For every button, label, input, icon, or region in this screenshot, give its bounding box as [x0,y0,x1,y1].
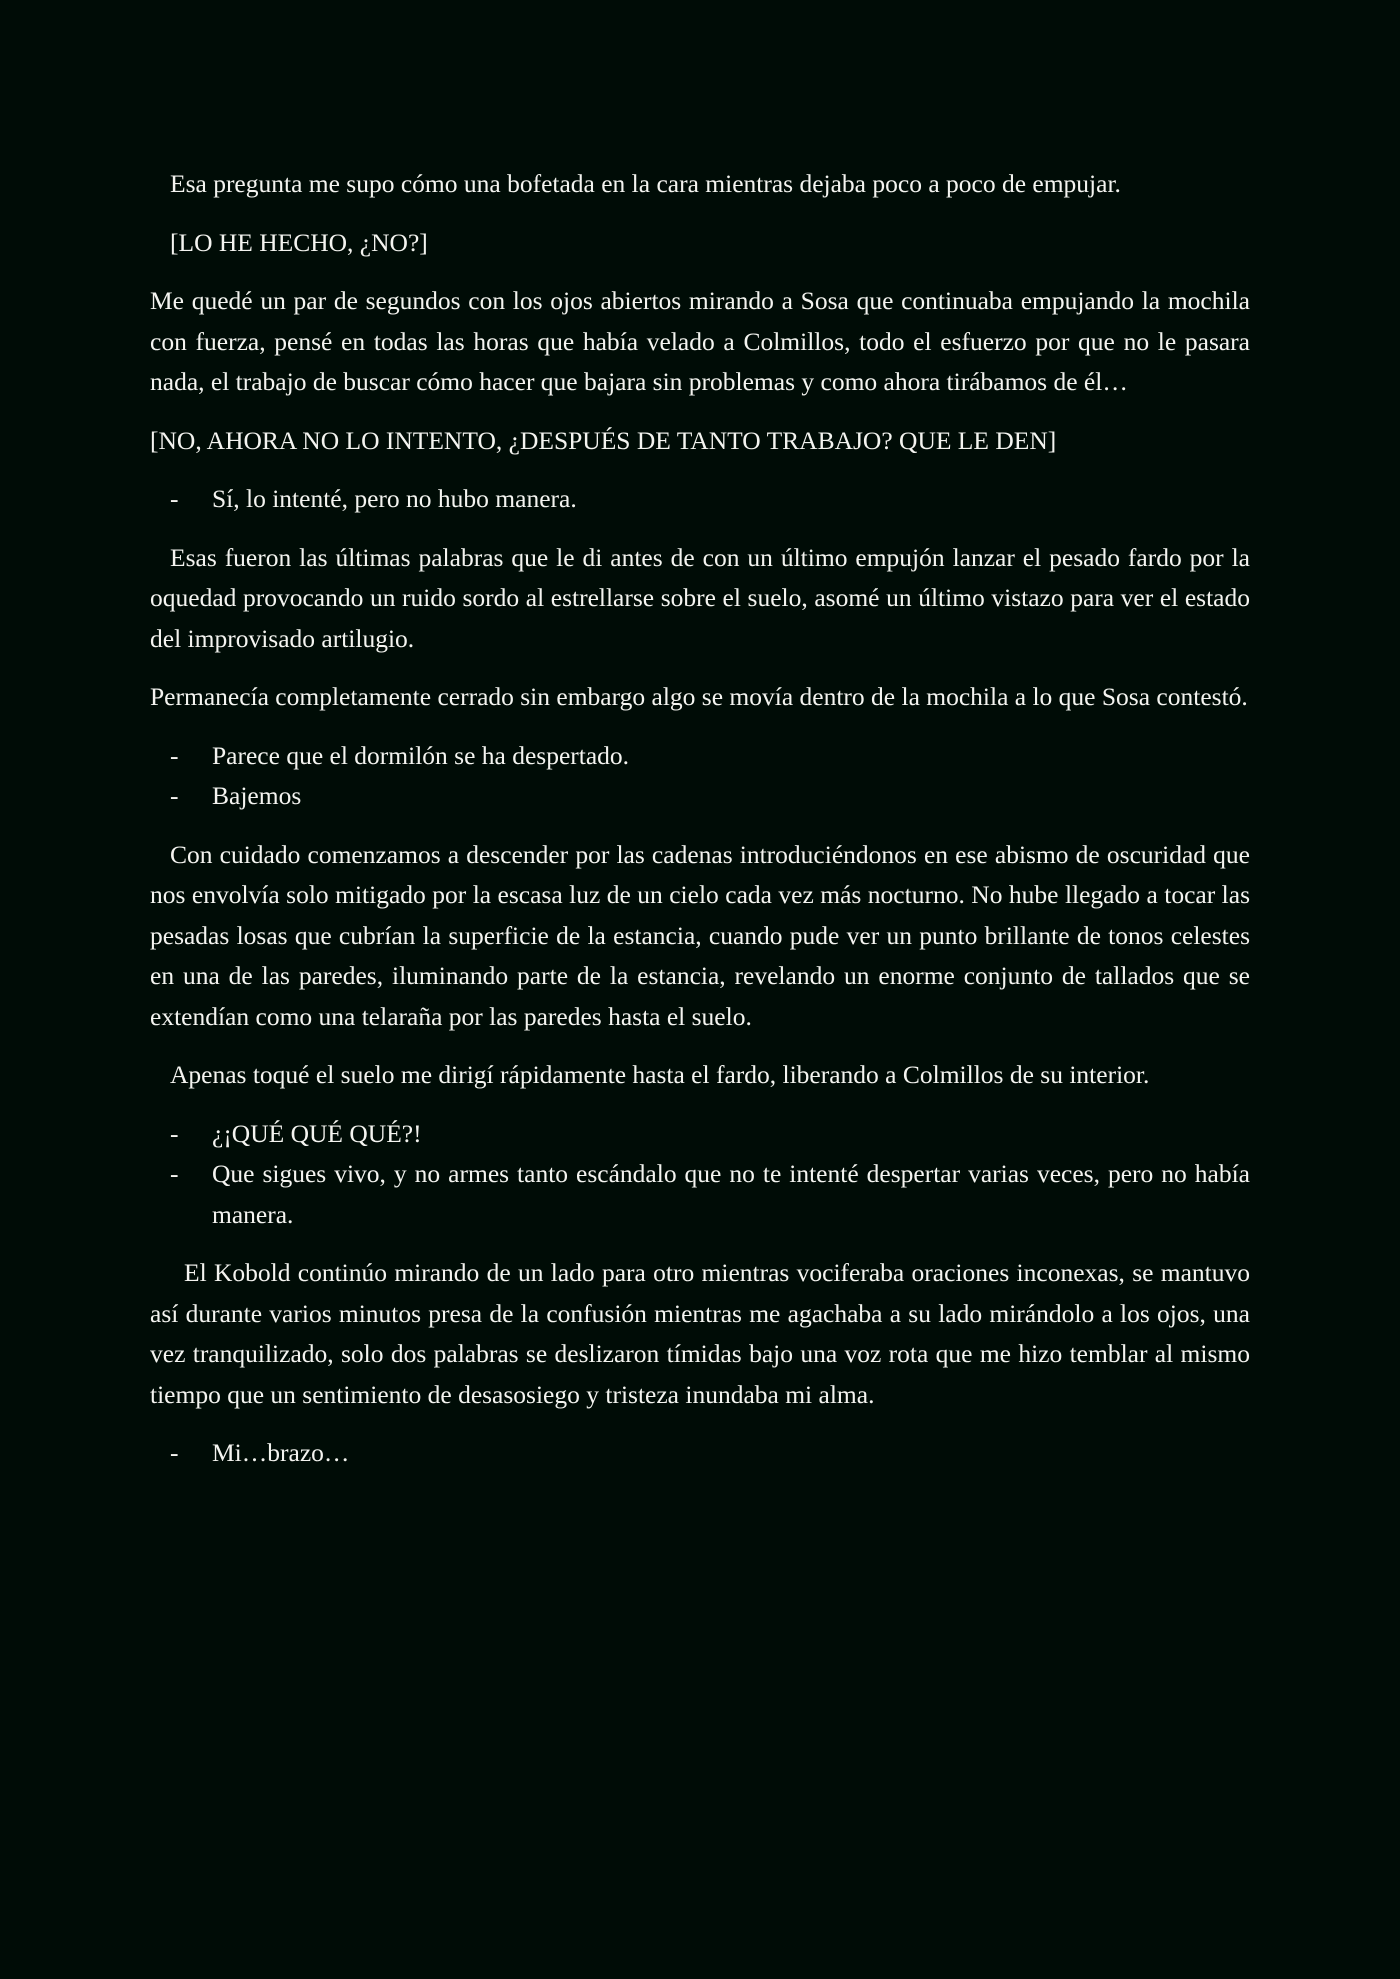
dialogue-text: ¿¡QUÉ QUÉ QUÉ?! [212,1118,422,1148]
dialogue-text: Que sigues vivo, y no armes tanto escándalo que no te intenté despertar varias veces, pero no había manera. [212,1159,1250,1229]
dialogue-text: Bajemos [212,781,302,810]
dialogue-list [150,736,1250,817]
dialogue-line [150,776,1250,817]
dialogue-text: Sí, lo intenté, pero no hubo manera. [212,484,577,513]
paragraph: Permanecía completamente cerrado sin embargo algo se movía dentro de la mochila a lo que Sosa contestó. [150,682,1248,711]
dialogue-line [150,1114,1250,1155]
paragraph: Esas fueron las últimas palabras que le di antes de con un último empujón lanzar el pesado fardo por la oquedad provocando un ruido sordo al estrellarse sobre el suelo, asomé un último vistazo para ver el estado del improvisado artilugio. [150,542,1250,653]
dialogue-line [150,736,1250,777]
document-page [150,164,1250,1492]
paragraph: Esa pregunta me supo cómo una bofetada en la cara mientras dejaba poco a poco de empujar. [170,169,1121,198]
paragraph: [NO, AHORA NO LO INTENTO, ¿DESPUÉS DE TANTO TRABAJO? QUE LE DEN] [150,425,1057,455]
dialogue-line [150,479,1250,520]
dialogue-dash: - [170,1438,179,1467]
paragraph: El Kobold continúo mirando de un lado para otro mientras vociferaba oraciones inconexas, se mantuvo así durante varios minutos presa de la confusión mientras me agachaba a su lado mirándolo a los ojos, una vez tranquilizado, solo dos palabras se deslizaron tímidas bajo una voz rota que me hizo temblar al mismo tiempo que un sentimiento de desasosiego y tristeza inundaba mi alma. [150,1258,1250,1409]
dialogue-dash: - [170,740,179,770]
dialogue-list [150,479,1250,520]
paragraph: Apenas toqué el suelo me dirigí rápidamente hasta el fardo, liberando a Colmillos de su interior. [170,1060,1150,1089]
paragraph: [LO HE HECHO, ¿NO?] [170,227,428,257]
dialogue-text: Mi…brazo… [212,1438,350,1467]
paragraph: Me quedé un par de segundos con los ojos abiertos mirando a Sosa que continuaba empujando la mochila con fuerza, pensé en todas las horas que había velado a Colmillos, todo el esfuerzo por que no le pasara nada, el trabajo de buscar cómo hacer que bajara sin problemas y como ahora tirábamos de él… [150,286,1250,396]
dialogue-text: Parece que el dormilón se ha despertado. [212,740,630,770]
dialogue-list [150,1433,1250,1474]
paragraph: Con cuidado comenzamos a descender por las cadenas introduciéndonos en ese abismo de oscuridad que nos envolvía solo mitigado por la escasa luz de un cielo cada vez más nocturno. No hube llegado a tocar las pesadas losas que cubrían la superficie de la estancia, cuando pude ver un punto brillante de tonos celestes en una de las paredes, iluminando parte de la estancia, revelando un enorme conjunto de tallados que se extendían como una telaraña por las paredes hasta el suelo. [150,839,1250,1031]
dialogue-line [150,1433,1250,1474]
dialogue-dash: - [170,1118,179,1148]
dialogue-dash: - [170,1159,179,1188]
dialogue-line [150,1154,1250,1235]
dialogue-dash: - [170,781,179,810]
dialogue-dash: - [170,484,179,513]
dialogue-list [150,1114,1250,1236]
